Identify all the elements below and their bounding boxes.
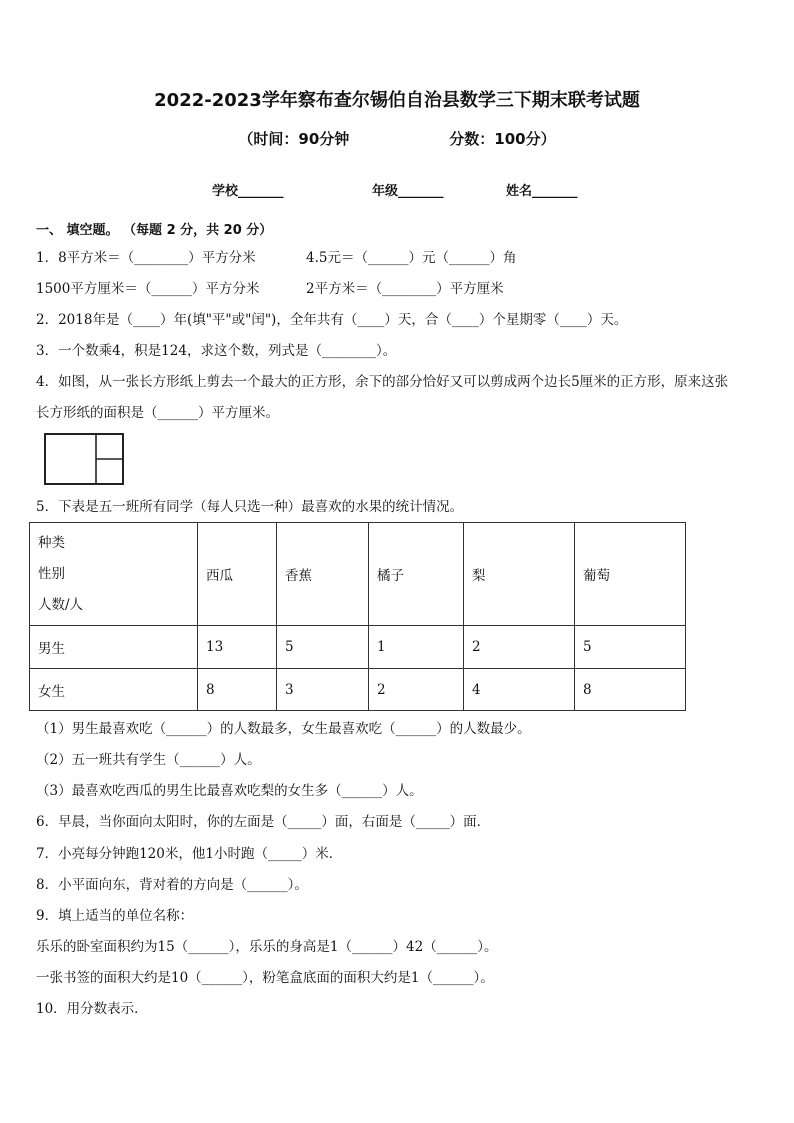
corner-label-count: 人数/人 bbox=[38, 596, 84, 613]
school-field: 学校_______ bbox=[212, 184, 284, 199]
table-cell: 2 bbox=[369, 669, 464, 711]
exam-score: 分数：100分） bbox=[449, 130, 556, 148]
column-header: 香蕉 bbox=[277, 523, 369, 626]
question-3: 3．一个数乘4，积是124，求这个数，列式是（________）。 bbox=[36, 343, 397, 359]
question-5-1: （1）男生最喜欢吃（______）的人数最多，女生最喜欢吃（______）的人数最少。 bbox=[36, 721, 531, 737]
grade-field: 年级_______ bbox=[372, 184, 444, 199]
question-1a: 1．8平方米＝（________）平方分米 bbox=[36, 250, 256, 266]
table-row bbox=[30, 626, 686, 669]
section-heading: 一、 填空题。 （每题 2 分，共 20 分） bbox=[36, 223, 273, 238]
row-label: 女生 bbox=[30, 669, 198, 711]
table-cell: 5 bbox=[277, 626, 369, 669]
column-header: 西瓜 bbox=[198, 523, 277, 626]
question-5: 5．下表是五一班所有同学（每人只选一种）最喜欢的水果的统计情况。 bbox=[36, 499, 464, 515]
column-header: 橘子 bbox=[369, 523, 464, 626]
table-corner-header bbox=[30, 523, 198, 626]
question-6: 6．早晨，当你面向太阳时，你的左面是（_____）面，右面是（_____）面． bbox=[36, 814, 491, 830]
fruit-table bbox=[29, 522, 686, 711]
table-cell: 8 bbox=[575, 669, 686, 711]
question-2: 2．2018年是（____）年(填"平"或"闰")，全年共有（____）天，合（____）个星期零（____）天。 bbox=[36, 312, 628, 328]
table-cell: 8 bbox=[198, 669, 277, 711]
table-cell: 1 bbox=[369, 626, 464, 669]
question-7: 7．小亮每分钟跑120米，他1小时跑（_____）米． bbox=[36, 846, 343, 862]
question-9-2: 一张书签的面积大约是10（______），粉笔盒底面的面积大约是1（______）。 bbox=[36, 970, 494, 986]
column-header: 梨 bbox=[464, 523, 575, 626]
table-cell: 4 bbox=[464, 669, 575, 711]
row-label: 男生 bbox=[30, 626, 198, 669]
question-1a-right: 4.5元＝（______）元（______）角 bbox=[306, 250, 517, 266]
table-cell: 5 bbox=[575, 626, 686, 669]
question-4-line1: 4．如图，从一张长方形纸上剪去一个最大的正方形，余下的部分恰好又可以剪成两个边长5厘米的正方形，原来这张 bbox=[36, 374, 729, 390]
exam-meta bbox=[0, 128, 794, 149]
corner-label-gender: 性别 bbox=[38, 565, 65, 582]
table-header-row bbox=[30, 523, 686, 626]
question-5-3: （3）最喜欢吃西瓜的男生比最喜欢吃梨的女生多（______）人。 bbox=[36, 783, 423, 799]
question-4-line2: 长方形纸的面积是（______）平方厘米。 bbox=[36, 405, 279, 421]
question-1b-right: 2平方米＝（________）平方厘米 bbox=[306, 281, 504, 297]
exam-time: （时间：90分钟 bbox=[238, 130, 350, 148]
question-5-2: （2）五一班共有学生（______）人。 bbox=[36, 752, 261, 768]
corner-label-kind: 种类 bbox=[38, 534, 65, 551]
table-cell: 13 bbox=[198, 626, 277, 669]
question-8: 8．小平面向东，背对着的方向是（______）。 bbox=[36, 877, 308, 893]
question-1b: 1500平方厘米＝（______）平方分米 bbox=[36, 281, 260, 297]
table-cell: 2 bbox=[464, 626, 575, 669]
column-header: 葡萄 bbox=[575, 523, 686, 626]
name-field: 姓名_______ bbox=[506, 184, 578, 199]
question-9: 9．填上适当的单位名称： bbox=[36, 908, 194, 924]
question-10: 10．用分数表示． bbox=[36, 1001, 148, 1017]
table-row bbox=[30, 669, 686, 711]
table-cell: 3 bbox=[277, 669, 369, 711]
question-9-1: 乐乐的卧室面积约为15（______），乐乐的身高是1（______）42（______）。 bbox=[36, 939, 498, 955]
page-title: 2022-2023学年察布查尔锡伯自治县数学三下期末联考试题 bbox=[154, 90, 640, 111]
rectangle-diagram bbox=[44, 433, 124, 485]
